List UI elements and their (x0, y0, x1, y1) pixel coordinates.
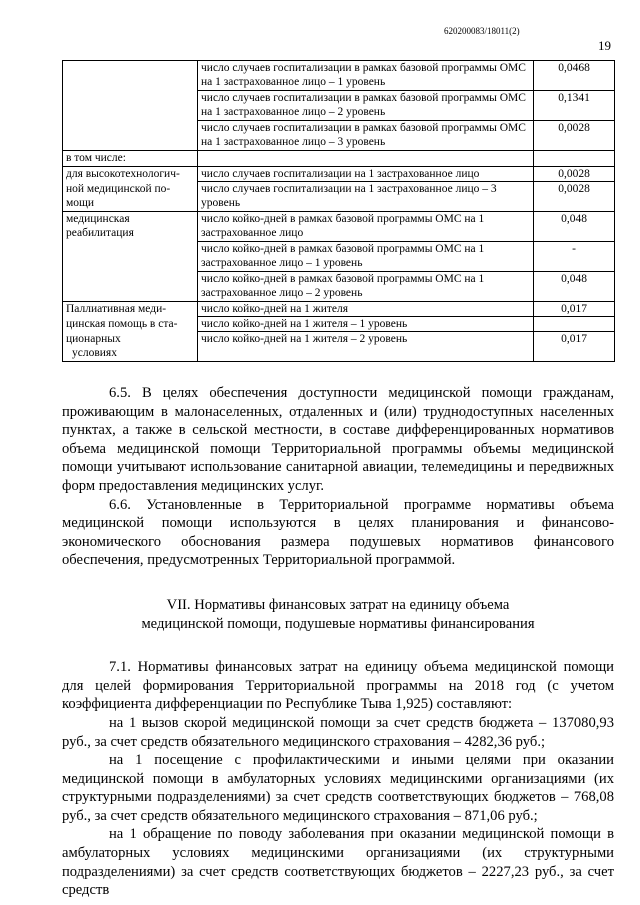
table-row (63, 317, 615, 332)
indicator-cell: число случаев госпитализации в рамках базовой программы ОМС на 1 застрахованное лицо – 2 уровень (198, 91, 534, 121)
category-label-line: ной медицинской по- (66, 182, 171, 195)
category-label: Паллиативная меди- (63, 302, 198, 317)
category-label-line: мощи (66, 196, 95, 209)
table-row (63, 167, 615, 182)
table-row (63, 302, 615, 317)
value-cell (534, 317, 615, 332)
indicator-cell: число койко-дней на 1 жителя – 1 уровень (198, 317, 534, 332)
value-cell (534, 151, 615, 167)
value-cell: 0,0028 (534, 182, 615, 212)
value-cell: 0,048 (534, 272, 615, 302)
paragraph-disease-appeal: на 1 обращение по поводу заболевания при оказании медицинской помощи в амбулаторных условиях медицинскими организациями (их структурными подразделениями) за счет средств соответствующих бюджетов – 2227,23 руб., за счет средств (62, 826, 614, 899)
value-cell: 0,017 (534, 332, 615, 362)
page-number: 19 (598, 38, 611, 53)
indicator-cell (198, 151, 534, 167)
in-total-label: в том числе: (63, 151, 198, 167)
indicator-cell: число койко-дней на 1 жителя (198, 302, 534, 317)
table-row (63, 332, 615, 362)
table-row (63, 151, 615, 167)
value-cell: 0,0468 (534, 61, 615, 91)
table-row (63, 272, 615, 302)
indicator-cell: число койко-дней в рамках базовой программы ОМС на 1 застрахованное лицо (198, 212, 534, 242)
table-row (63, 91, 615, 121)
paragraph-preventive-visit: на 1 посещение с профилактическими и иными целями при оказании медицинской помощи в амбулаторных условиях медицинскими организациями (их структурными подразделениями) за счет средств соответствующих бюджетов – 768,08 руб., за счет средств обязательного медицинского страхования – 871,06 руб.; (62, 752, 614, 824)
indicator-cell: число койко-дней на 1 жителя – 2 уровень (198, 332, 534, 362)
table-row (63, 182, 615, 212)
paragraph-ambulance-call: на 1 вызов скорой медицинской помощи за счет средств бюджета – 137080,93 руб., за счет средств обязательного медицинского страхования – 4282,36 руб.; (62, 714, 614, 750)
value-cell: 0,1341 (534, 91, 615, 121)
indicator-cell: число случаев госпитализации на 1 застрахованное лицо – 3 уровень (198, 182, 534, 212)
category-label (63, 212, 198, 242)
section-title (62, 596, 614, 633)
paragraph-7-1: 7.1. Нормативы финансовых затрат на единицу объема медицинской помощи для целей формирования Территориальной программы на 2018 год (с учетом коэффициента дифференциации по Республике Тыва 1,925) составляют: (62, 659, 614, 713)
value-cell: 0,048 (534, 212, 615, 242)
indicator-cell: число случаев госпитализации в рамках базовой программы ОМС на 1 застрахованное лицо – 3 уровень (198, 121, 534, 151)
table-row (63, 121, 615, 151)
value-cell: 0,0028 (534, 167, 615, 182)
value-cell: 0,017 (534, 302, 615, 317)
indicator-cell: число койко-дней в рамках базовой программы ОМС на 1 застрахованное лицо – 2 уровень (198, 272, 534, 302)
category-cell (63, 91, 198, 121)
body-text (62, 384, 614, 900)
category-cell (63, 61, 198, 91)
section-title-line: медицинской помощи, подушевые нормативы финансирования (141, 615, 535, 632)
value-cell: 0,0028 (534, 121, 615, 151)
category-label: цинская помощь в ста- (63, 317, 198, 332)
table-row (63, 212, 615, 242)
value-cell: - (534, 242, 615, 272)
indicator-cell: число случаев госпитализации в рамках базовой программы ОМС на 1 застрахованное лицо – 1 уровень (198, 61, 534, 91)
category-label-line: ционарных (66, 332, 121, 345)
paragraph-6-5: 6.5. В целях обеспечения доступности медицинской помощи гражданам, проживающим в малонаселенных, отдаленных и (или) труднодоступных населенных пунктах, а также в сельской местности, в составе дифференцированных нормативов объема медицинской помощи Территориальной программы объемы медицинской помощи учитывают использование санитарной авиации, телемедицины и передвижных форм предоставления медицинских услуг. (62, 385, 614, 494)
category-label (63, 182, 198, 212)
category-cell (63, 242, 198, 272)
indicator-cell: число койко-дней в рамках базовой программы ОМС на 1 застрахованное лицо – 1 уровень (198, 242, 534, 272)
category-label-line: условиях (72, 346, 117, 359)
standards-table (62, 60, 615, 362)
document-stamp: 620200083/18011(2) (444, 26, 520, 36)
category-label-line: медицинская (66, 213, 130, 225)
category-label (63, 332, 198, 362)
table-row (63, 61, 615, 91)
section-title-line: VII. Нормативы финансовых затрат на единицу объема (166, 596, 510, 613)
category-cell (63, 272, 198, 302)
category-cell (63, 121, 198, 151)
category-label: для высокотехнологич- (63, 167, 198, 182)
table-row (63, 242, 615, 272)
category-label-line: реабилитация (66, 227, 134, 239)
indicator-cell: число случаев госпитализации на 1 застрахованное лицо (198, 167, 534, 182)
paragraph-6-6: 6.6. Установленные в Территориальной программе нормативы объема медицинской помощи используются в целях планирования и финансово-экономического обоснования размера подушевых нормативов финансового обеспечения, предусмотренных Территориальной программой. (62, 496, 614, 569)
